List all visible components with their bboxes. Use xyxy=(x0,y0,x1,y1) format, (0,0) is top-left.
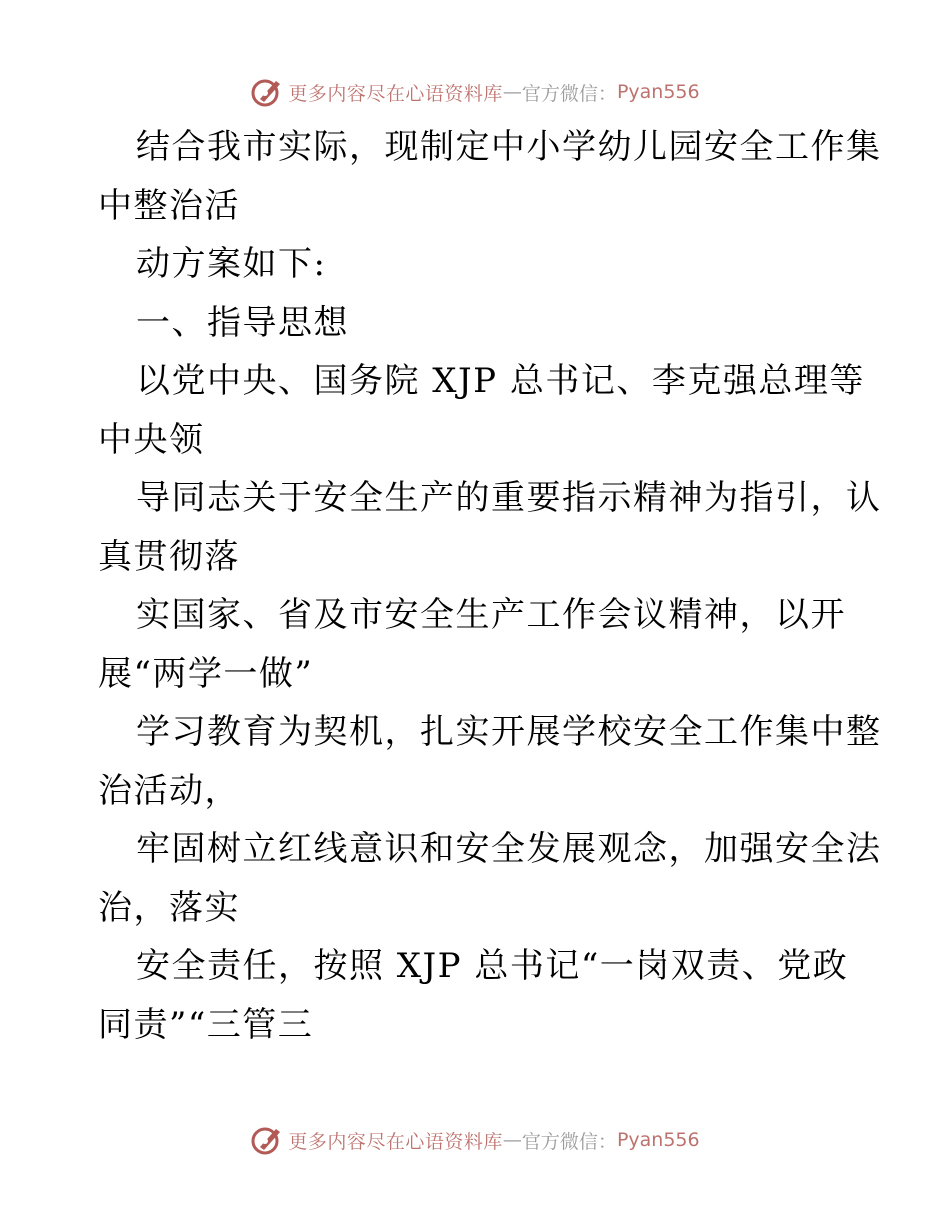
watermark-separator: — xyxy=(502,1129,522,1151)
paragraph-line: 动方案如下: xyxy=(136,244,327,284)
paragraph-2 xyxy=(98,235,868,294)
paragraph-9 xyxy=(98,937,868,1054)
heading-line: 一、指导思想 xyxy=(136,302,349,343)
paragraph-line: 导同志关于安全生产的重要指示精神为指引，认 xyxy=(136,478,882,518)
watermark-wechat-id: Pyan556 xyxy=(616,1129,700,1151)
paragraph-line: 结合我市实际，现制定中小学幼儿园安全工作集 xyxy=(136,127,882,167)
paragraph-line-continued: 同责”“三管三 xyxy=(98,1004,314,1045)
paragraph-7 xyxy=(98,703,882,820)
watermark-separator: — xyxy=(502,81,522,103)
section-heading xyxy=(98,294,868,353)
watermark-brand-text: 更多内容尽在心语资料库 xyxy=(288,82,503,105)
paragraph-line: 安全责任，按照 XJP 总书记“一岗双责、党政 xyxy=(136,946,849,986)
watermark-wechat-label: 官方微信： xyxy=(521,1130,617,1153)
watermark-brand-text: 更多内容尽在心语资料库 xyxy=(288,1130,503,1153)
footer-watermark xyxy=(0,1120,950,1160)
paragraph-line-continued: 治活动， xyxy=(98,770,240,811)
paragraph-6 xyxy=(98,586,868,703)
paragraph-4 xyxy=(98,352,868,469)
document-body xyxy=(98,118,882,1054)
paragraph-line-continued: 真贯彻落 xyxy=(98,536,240,577)
header-watermark xyxy=(0,72,950,112)
paragraph-line: 牢固树立红线意识和安全发展观念，加强安全法 xyxy=(136,829,882,869)
paragraph-1 xyxy=(98,118,882,235)
paragraph-line-continued: 中整治活 xyxy=(98,185,240,226)
paragraph-line-continued: 中央领 xyxy=(98,419,205,460)
watermark-wechat-id: Pyan556 xyxy=(616,81,700,103)
paragraph-line: 学习教育为契机，扎实开展学校安全工作集中整 xyxy=(136,712,882,752)
watermark-wechat-label: 官方微信： xyxy=(521,82,617,105)
paragraph-line: 实国家、省及市安全生产工作会议精神，以开 xyxy=(136,595,846,635)
paragraph-line-continued: 治，落实 xyxy=(98,887,240,928)
paragraph-5 xyxy=(98,469,882,586)
pen-nib-circle-icon xyxy=(250,1123,284,1157)
paragraph-line-continued: 展“两学一做” xyxy=(98,653,314,694)
paragraph-line: 以党中央、国务院 XJP 总书记、李克强总理等 xyxy=(136,361,865,401)
pen-nib-circle-icon xyxy=(250,75,284,109)
paragraph-8 xyxy=(98,820,882,937)
